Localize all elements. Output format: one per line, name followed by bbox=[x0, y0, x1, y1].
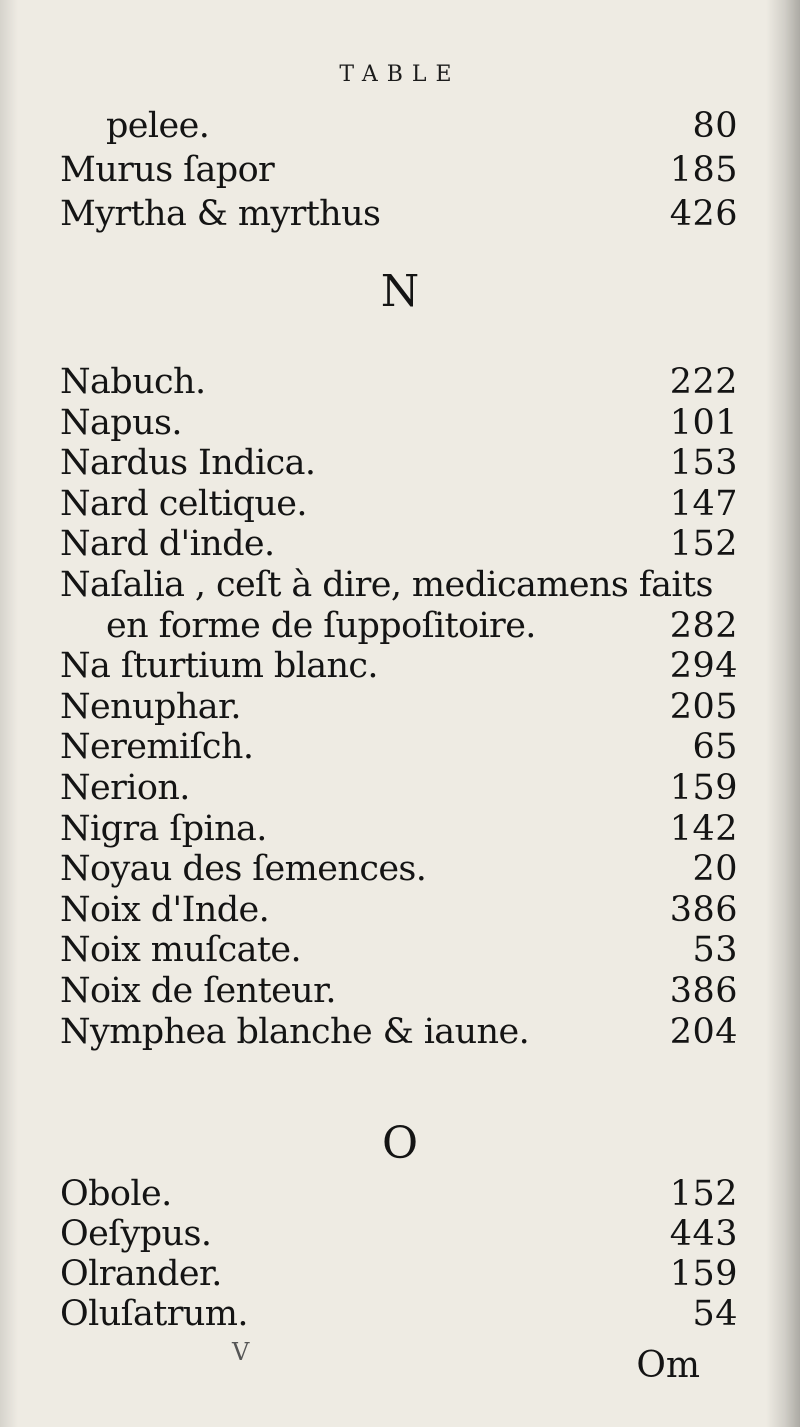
entry-term: Na ſturtium blanc. bbox=[60, 646, 378, 687]
entry-term: Naſalia , ceſt à dire, medicamens faits bbox=[60, 565, 713, 605]
section-letter-o: O bbox=[381, 1118, 419, 1169]
entry-term: Nerion. bbox=[60, 768, 190, 808]
index-entry bbox=[0, 888, 800, 932]
entry-term: Neremiſch. bbox=[60, 727, 254, 768]
entry-page-number: 65 bbox=[692, 727, 738, 768]
index-entry bbox=[0, 1212, 800, 1256]
entry-term: Murus ſapor bbox=[60, 150, 275, 190]
entry-page-number: 426 bbox=[669, 194, 738, 234]
page-edge-shadow bbox=[766, 0, 800, 1427]
entry-term: Oeſypus. bbox=[60, 1214, 212, 1254]
index-entry bbox=[0, 1292, 800, 1336]
index-entry bbox=[0, 482, 800, 526]
index-entry bbox=[0, 685, 800, 729]
index-entry bbox=[0, 969, 800, 1013]
entry-term: Nenuphar. bbox=[60, 686, 241, 727]
index-entry bbox=[0, 928, 800, 972]
index-entry bbox=[0, 604, 800, 648]
entry-term: Nymphea blanche & iaune. bbox=[60, 1011, 530, 1052]
entry-page-number: 159 bbox=[669, 768, 738, 808]
index-entry bbox=[0, 401, 800, 445]
index-entry bbox=[0, 563, 800, 607]
index-entry bbox=[0, 1172, 800, 1216]
entry-term: Napus. bbox=[60, 402, 182, 443]
entry-page-number: 386 bbox=[669, 889, 738, 930]
entry-term: Nard d'inde. bbox=[60, 524, 275, 565]
index-entry bbox=[0, 807, 800, 851]
index-entry bbox=[0, 766, 800, 810]
entry-term: pelee. bbox=[106, 106, 210, 146]
entry-term: Noix d'Inde. bbox=[60, 889, 270, 930]
entry-page-number: 53 bbox=[692, 930, 738, 971]
entry-page-number: 159 bbox=[669, 1254, 738, 1294]
entry-page-number: 80 bbox=[692, 106, 738, 146]
index-entry bbox=[0, 644, 800, 688]
index-entry bbox=[0, 1252, 800, 1296]
entry-term: Noix de ſenteur. bbox=[60, 971, 336, 1011]
entry-term: en forme de ſuppoſitoire. bbox=[106, 605, 536, 646]
entry-term: Noix muſcate. bbox=[60, 930, 302, 971]
entry-term: Olrander. bbox=[60, 1254, 222, 1294]
entry-page-number: 386 bbox=[669, 971, 738, 1011]
entry-term: Oluſatrum. bbox=[60, 1294, 248, 1334]
entry-page-number: 101 bbox=[669, 402, 738, 443]
index-entry bbox=[0, 522, 800, 566]
entry-page-number: 20 bbox=[692, 849, 738, 890]
section-letter-n: N bbox=[380, 266, 420, 317]
index-entry bbox=[0, 725, 800, 769]
entry-page-number: 147 bbox=[669, 483, 738, 524]
entry-page-number: 153 bbox=[669, 443, 738, 484]
entry-page-number: 204 bbox=[669, 1011, 738, 1052]
entry-page-number: 205 bbox=[669, 686, 738, 727]
entry-page-number: 222 bbox=[669, 362, 738, 402]
entry-term: Noyau des ſemences. bbox=[60, 849, 427, 890]
entry-page-number: 152 bbox=[669, 524, 738, 565]
entry-page-number: 294 bbox=[669, 646, 738, 687]
entry-term: Obole. bbox=[60, 1174, 172, 1214]
signature-mark: V bbox=[232, 1338, 250, 1366]
running-head: TABLE bbox=[339, 62, 461, 87]
index-entry bbox=[0, 148, 800, 192]
entry-term: Nardus Indica. bbox=[60, 443, 316, 484]
entry-term: Nabuch. bbox=[60, 362, 206, 402]
index-entry bbox=[0, 1010, 800, 1054]
entry-page-number: 185 bbox=[669, 150, 738, 190]
entry-term: Nard celtique. bbox=[60, 483, 307, 524]
index-entry bbox=[0, 441, 800, 485]
entry-page-number: 152 bbox=[669, 1174, 738, 1214]
entry-page-number: 142 bbox=[669, 808, 738, 849]
entry-page-number: 54 bbox=[692, 1294, 738, 1334]
entry-page-number: 443 bbox=[669, 1214, 738, 1254]
index-entry bbox=[0, 360, 800, 404]
index-entry bbox=[0, 847, 800, 891]
entry-term: Nigra ſpina. bbox=[60, 808, 267, 849]
entry-term: Myrtha & myrthus bbox=[60, 194, 381, 234]
entry-page-number: 282 bbox=[669, 605, 738, 646]
index-entry bbox=[0, 104, 800, 148]
catchword: Om bbox=[636, 1345, 700, 1386]
index-entry bbox=[0, 192, 800, 236]
